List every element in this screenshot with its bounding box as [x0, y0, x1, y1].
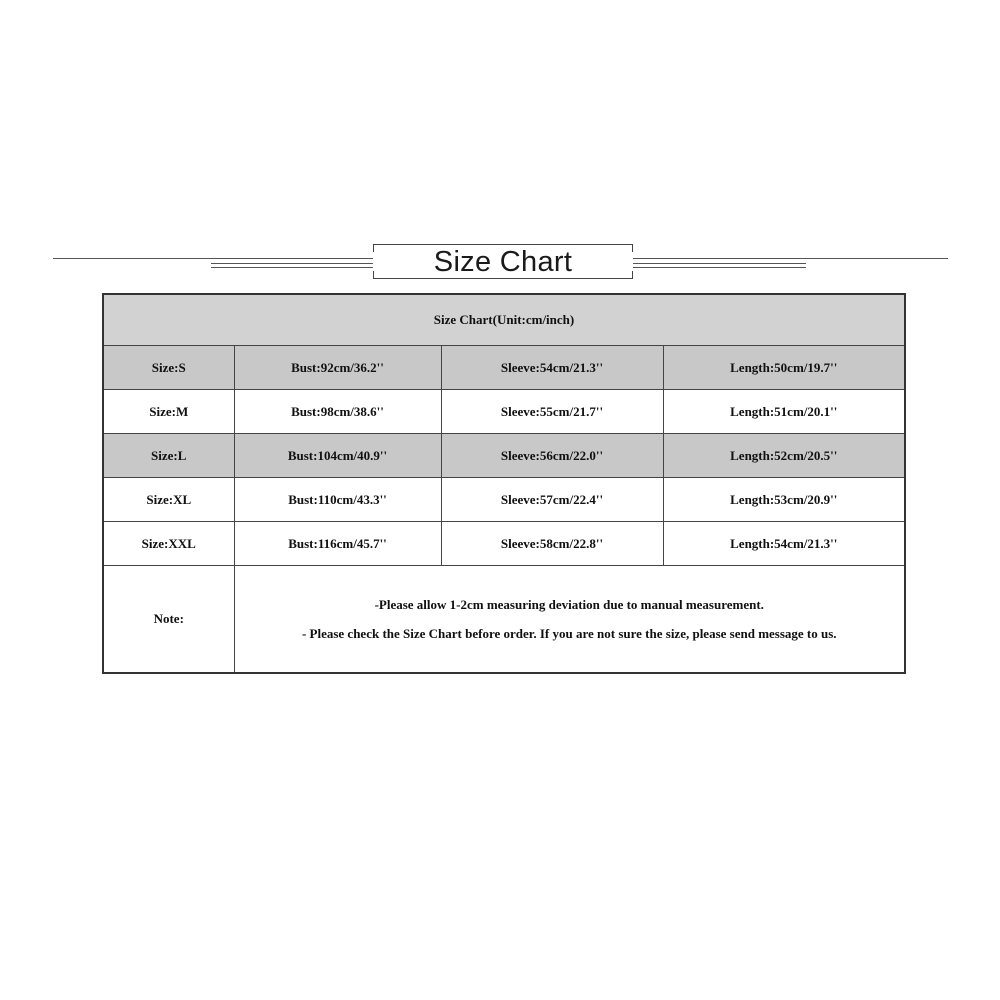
size-cell: Size:M [103, 390, 234, 434]
header-line-left-short-top [211, 263, 373, 264]
table-row [103, 346, 905, 390]
bust-cell: Bust:116cm/45.7'' [234, 522, 441, 566]
sleeve-cell: Sleeve:58cm/22.8'' [441, 522, 663, 566]
length-cell: Length:53cm/20.9'' [663, 478, 905, 522]
table-caption-row [103, 294, 905, 346]
size-cell: Size:XXL [103, 522, 234, 566]
note-line: -Please allow 1-2cm measuring deviation due to manual measurement. [374, 596, 764, 612]
bust-cell: Bust:98cm/38.6'' [234, 390, 441, 434]
length-cell: Length:50cm/19.7'' [663, 346, 905, 390]
header-line-right-long [633, 258, 948, 259]
size-cell: Size:L [103, 434, 234, 478]
page-title: Size Chart [433, 246, 573, 278]
sleeve-cell: Sleeve:54cm/21.3'' [441, 346, 663, 390]
table-row [103, 434, 905, 478]
size-chart-table [102, 293, 906, 674]
note-content [234, 566, 905, 674]
header-line-right-short-top [633, 263, 806, 264]
size-cell: Size:S [103, 346, 234, 390]
length-cell: Length:51cm/20.1'' [663, 390, 905, 434]
sleeve-cell: Sleeve:57cm/22.4'' [441, 478, 663, 522]
size-cell: Size:XL [103, 478, 234, 522]
table-row [103, 522, 905, 566]
sleeve-cell: Sleeve:55cm/21.7'' [441, 390, 663, 434]
title-frame [373, 244, 633, 279]
length-cell: Length:52cm/20.5'' [663, 434, 905, 478]
header-line-left-short-bottom [211, 267, 373, 268]
note-row [103, 566, 905, 674]
bust-cell: Bust:110cm/43.3'' [234, 478, 441, 522]
note-line: - Please check the Size Chart before order. If you are not sure the size, please send message to us. [301, 625, 837, 641]
note-label: Note: [103, 566, 234, 674]
header-line-right-short-bottom [633, 267, 806, 268]
sleeve-cell: Sleeve:56cm/22.0'' [441, 434, 663, 478]
header-line-left-long [53, 258, 373, 259]
bust-cell: Bust:104cm/40.9'' [234, 434, 441, 478]
table-row [103, 478, 905, 522]
table-caption: Size Chart(Unit:cm/inch) [103, 294, 905, 346]
bust-cell: Bust:92cm/36.2'' [234, 346, 441, 390]
table-row [103, 390, 905, 434]
note-lines [235, 597, 905, 642]
length-cell: Length:54cm/21.3'' [663, 522, 905, 566]
